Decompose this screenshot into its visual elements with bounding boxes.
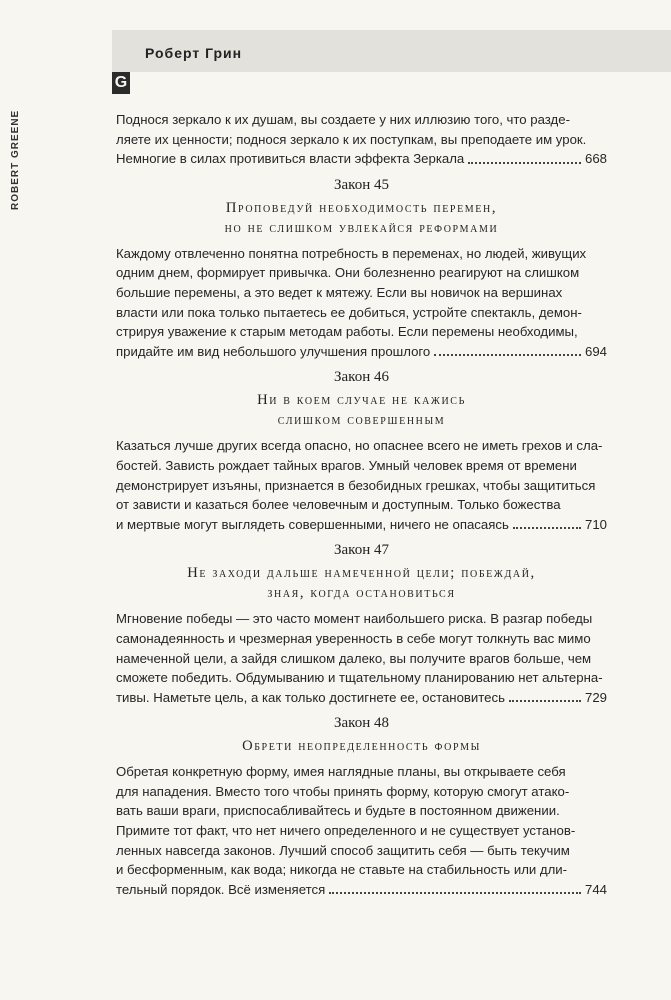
page-ref: 729 — [584, 689, 607, 705]
spine-author: ROBERT GREENE — [10, 109, 21, 210]
reference-line — [116, 688, 607, 708]
law-title-line: Обрети неопределенность формы — [242, 738, 481, 755]
leader-dots — [468, 162, 581, 164]
page-ref: 744 — [584, 881, 607, 897]
text-line: Примите тот факт, что нет ничего определенного и не существует установ- — [116, 823, 576, 839]
law-title-line: слишком совершенным — [277, 412, 446, 429]
law-section — [116, 177, 607, 362]
law-title-line: зная, когда остановиться — [267, 585, 456, 602]
law-section — [116, 369, 607, 534]
text-line: Казаться лучше других всегда опасно, но опаснее всего не иметь грехов и сла- — [116, 438, 603, 454]
text-line: для нападения. Вместо того чтобы принять форму, которую смогут атако- — [116, 783, 570, 799]
page-ref: 668 — [584, 151, 607, 167]
text-line: власти или пока только пытаетесь ее добиться, устройте спектакль, демон- — [116, 304, 582, 320]
law-section — [116, 542, 607, 707]
text-line: придайте им вид небольшого улучшения прошлого — [116, 343, 431, 359]
text-line: тельный порядок. Всё изменяется — [116, 881, 326, 897]
text-line: демонстрирует изъяны, признается в безобидных грешках, чтобы защититься — [116, 477, 596, 493]
law-section — [116, 715, 607, 899]
text-line: одним днем, формирует привычка. Они болезненно реагируют на слишком — [116, 265, 580, 281]
law-number: Закон 48 — [334, 715, 389, 732]
text-line: стрируя уважение к старым методам работы. Если перемены необходимы, — [116, 324, 578, 340]
law-title-line: Проповедуй необходимость перемен, — [225, 199, 498, 216]
leader-dots — [509, 700, 581, 702]
text-line: от зависти и казаться более человечным и доступным. Только божества — [116, 497, 561, 513]
leader-dots — [434, 354, 581, 356]
text-line: Мгновение победы — это часто момент наибольшего риска. В разгар победы — [116, 611, 593, 627]
law-number: Закон 46 — [334, 369, 389, 386]
law-title — [116, 390, 607, 430]
text-line: и мертвые могут выглядеть совершенными, ничего не опасаясь — [116, 516, 509, 532]
reference-line — [116, 515, 607, 535]
law-title-line: Не заходи дальше намеченной цели; побеждай, — [187, 565, 536, 582]
page-content — [116, 110, 607, 899]
reference-line — [116, 149, 607, 169]
page-ref: 694 — [584, 343, 607, 359]
law-title-line: но не слишком увлекайся реформами — [224, 219, 499, 236]
leader-dots — [329, 892, 581, 894]
text-line: ляете их ценности; поднося зеркало к их поступкам, вы преподаете им урок. — [116, 131, 587, 147]
law-title — [116, 563, 607, 603]
reference-line — [116, 880, 607, 900]
text-line: вать ваши враги, приспосабливайтесь и будьте в постоянном движении. — [116, 803, 560, 819]
page-ref: 710 — [584, 516, 607, 532]
law-number: Закон 45 — [334, 176, 389, 193]
text-line: и бесформенным, как вода; никогда не ставьте на стабильность или дли- — [116, 862, 568, 878]
text-line: ленных навсегда законов. Лучший способ защитить себя — быть текучим — [116, 842, 570, 858]
text-line: Поднося зеркало к их душам, вы создаете у них иллюзию того, что разде- — [116, 112, 570, 127]
law-title — [116, 198, 607, 238]
reference-line — [116, 342, 607, 362]
law-title-line: Ни в коем случае не кажись — [257, 392, 466, 409]
text-line: намеченной цели, а зайдя слишком далеко, вы получите врагов больше, чем — [116, 650, 592, 666]
text-line: Обретая конкретную форму, имея наглядные планы, вы открываете себя — [116, 764, 566, 780]
text-line: сможете победить. Обдумыванию и тщательному планированию нет альтерна- — [116, 670, 603, 686]
text-line: самонадеянность и чрезмерная уверенность в себе могут толкнуть вас мимо — [116, 630, 591, 646]
text-line: Каждому отвлеченно понятна потребность в переменах, но людей, живущих — [116, 245, 587, 261]
law-title — [116, 736, 607, 756]
text-line: Немногие в силах противиться власти эффекта Зеркала — [116, 151, 465, 167]
logo-g: G — [112, 72, 130, 94]
law-number: Закон 47 — [334, 542, 389, 559]
text-line: тивы. Наметьте цель, а как только достигнете ее, остановитесь — [116, 689, 505, 705]
running-header: Роберт Грин — [145, 45, 243, 61]
leader-dots — [513, 527, 581, 529]
text-line: большие перемены, а это ведет к мятежу. Если вы новичок на вершинах — [116, 284, 563, 300]
intro-paragraph — [116, 110, 607, 169]
text-line: бостей. Зависть рождает тайных врагов. Умный человек время от времени — [116, 457, 577, 473]
